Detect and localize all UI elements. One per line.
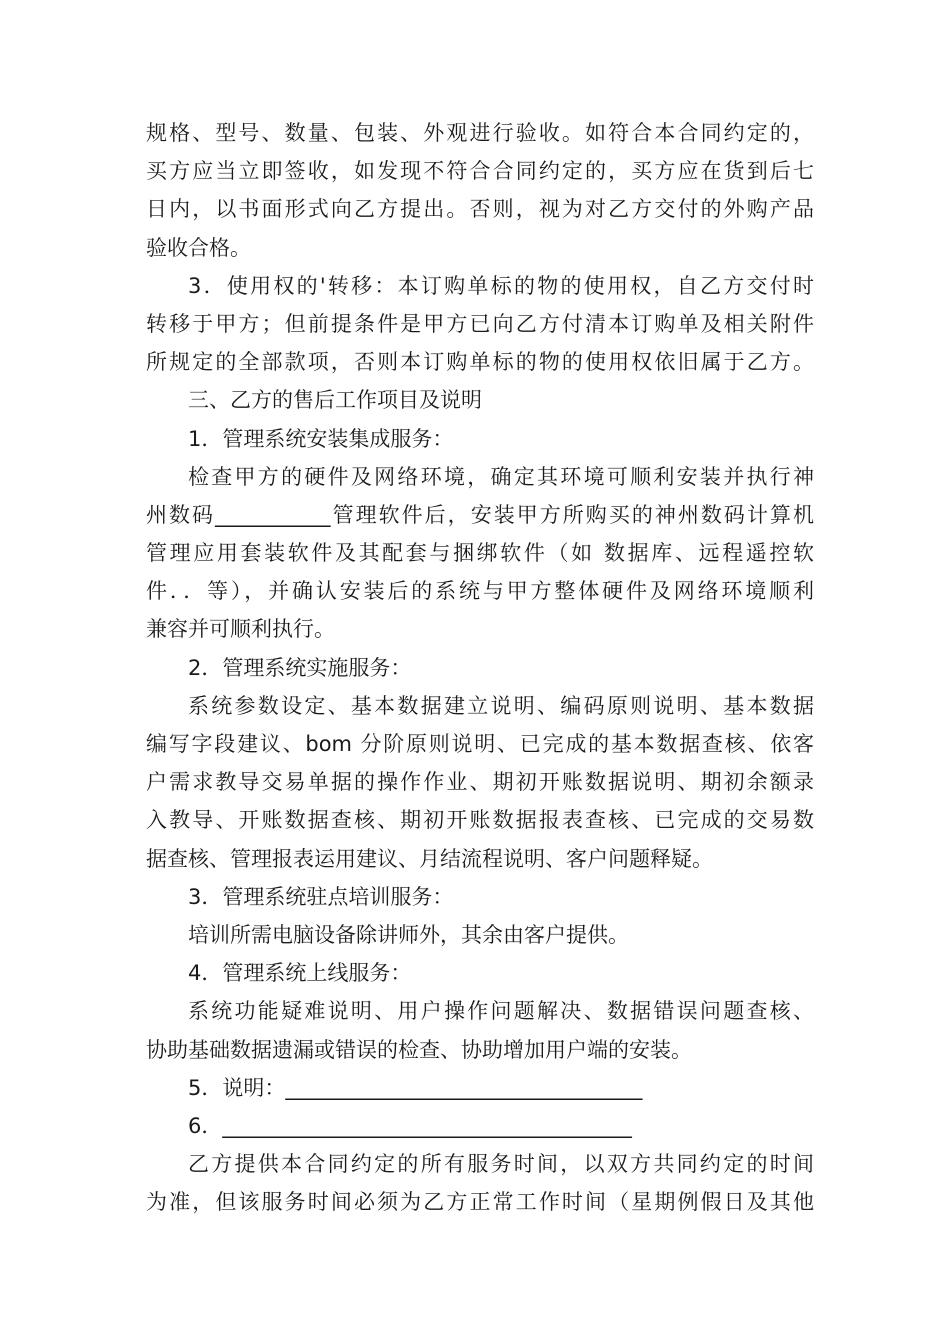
paragraph-line: 乙方提供本合同约定的所有服务时间，以双方共同约定的时间 (188, 1152, 814, 1177)
paragraph-line: 入教导、开账数据查核、期初开账数据报表查核、已完成的交易数 (146, 808, 814, 833)
item-heading: 4．管理系统上线服务： (188, 961, 412, 986)
item-blank-line: 5．说明：__________________________________ (188, 1075, 643, 1100)
paragraph-line: 培训所需电脑设备除讲师外，其余由客户提供。 (188, 922, 629, 947)
paragraph-line: 验收合格。 (146, 235, 251, 260)
section-heading: 三、乙方的售后工作项目及说明 (188, 388, 482, 413)
paragraph-line: 系统功能疑难说明、用户操作问题解决、数据错误问题查核、 (188, 999, 814, 1024)
paragraph-line: 系统参数设定、基本数据建立说明、编码原则说明、基本数据 (188, 693, 814, 718)
paragraph-line: 所规定的全部款项，否则本订购单标的物的使用权依旧属于乙方。 (146, 350, 814, 375)
item-heading: 3．管理系统驻点培训服务： (188, 884, 454, 909)
contract-text (146, 114, 814, 1221)
paragraph-line: 买方应当立即签收，如发现不符合合同约定的，买方应在货到后七 (146, 159, 814, 184)
paragraph-line: 州数码___________管理软件后，安装甲方所购买的神州数码计算机 (146, 502, 814, 527)
paragraph-line: 规格、型号、数量、包装、外观进行验收。如符合本合同约定的， (146, 121, 814, 145)
paragraph-line: 管理应用套装软件及其配套与捆绑软件（如 数据库、远程遥控软 (146, 541, 814, 566)
item-heading: 1．管理系统安装集成服务： (188, 426, 454, 451)
paragraph-line: 检查甲方的硬件及网络环境，确定其环境可顺利安装并执行神 (188, 464, 814, 489)
paragraph-line: 协助基础数据遗漏或错误的检查、协助增加用户端的安装。 (146, 1037, 692, 1062)
paragraph-line: 户需求教导交易单据的操作作业、期初开账数据说明、期初余额录 (146, 770, 814, 795)
paragraph-line: 件．．等），并确认安装后的系统与甲方整体硬件及网络环境顺利 (146, 579, 814, 604)
paragraph-line: 为准，但该服务时间必须为乙方正常工作时间（星期例假日及其他 (146, 1190, 814, 1215)
paragraph-line: 编写字段建议、bom 分阶原则说明、已完成的基本数据查核、依客 (146, 732, 814, 756)
paragraph-line: 转移于甲方；但前提条件是甲方已向乙方付清本订购单及相关附件 (146, 311, 814, 336)
paragraph-line: 兼容并可顺利执行。 (146, 617, 335, 642)
item-heading: 2．管理系统实施服务： (188, 655, 412, 680)
paragraph-line: 3．使用权的'转移：本订购单标的物的使用权，自乙方交付时 (188, 273, 814, 298)
paragraph-line: 据查核、管理报表运用建议、月结流程说明、客户问题释疑。 (146, 846, 713, 871)
paragraph-line: 日内，以书面形式向乙方提出。否则，视为对乙方交付的外购产品 (146, 197, 814, 222)
item-blank-line: 6．_______________________________________ (188, 1113, 632, 1138)
